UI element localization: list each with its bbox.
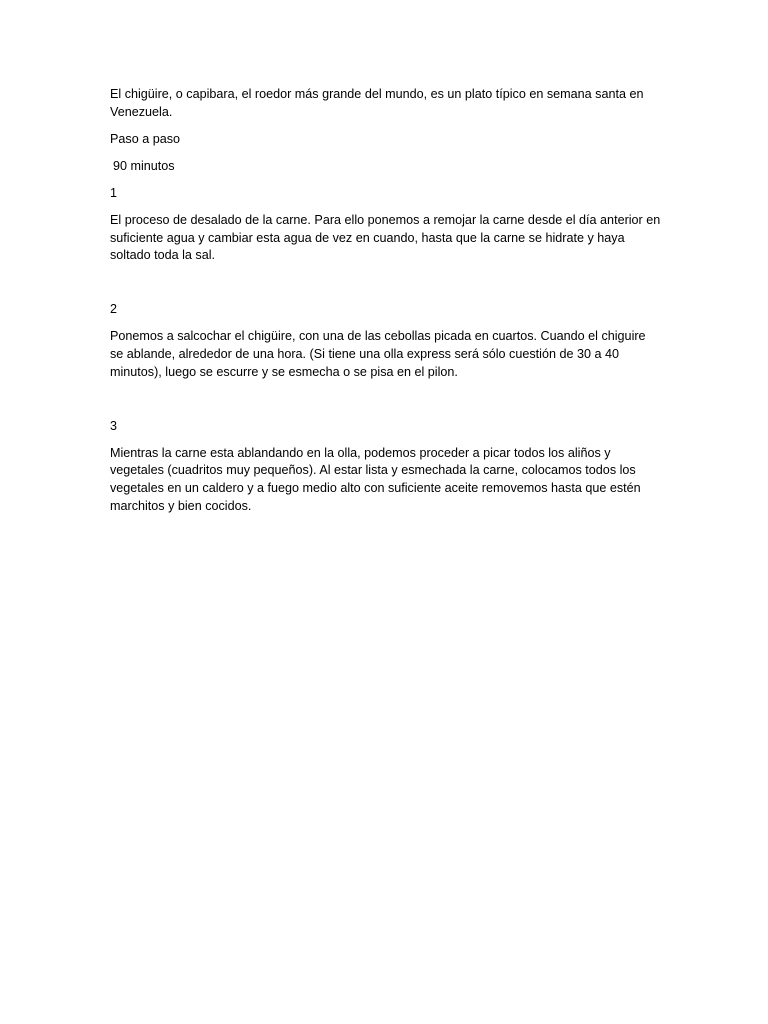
duration-text: 90 minutos <box>113 158 175 173</box>
step-number: 2 <box>110 302 118 317</box>
steps-heading: Paso a paso <box>110 131 181 146</box>
empty-line <box>110 274 662 301</box>
intro-paragraph: El chigüire, o capibara, el roedor más grande del mundo, es un plato típico en semana santa en Venezuela. <box>110 87 644 119</box>
step-number: 3 <box>110 418 118 433</box>
step-text: Mientras la carne esta ablandando en la olla, podemos proceder a picar todos los aliños y vegetales (cuadritos muy pequeños). Al estar lista y esmechada la carne, colocamos todos los vegetales en un caldero y a fuego medio alto con suficiente aceite removemos hasta que estén marchitos y bien cocidos. <box>110 445 641 513</box>
step-text: El proceso de desalado de la carne. Para ello ponemos a remojar la carne desde el día anterior en suficiente agua y cambiar esta agua de vez en cuando, hasta que la carne se hidrate y haya soltado toda la sal. <box>110 212 661 263</box>
document-page <box>110 86 662 525</box>
step-number: 1 <box>110 185 118 200</box>
step-text: Ponemos a salcochar el chigüire, con una de las cebollas picada en cuartos. Cuando el chiguire se ablande, alrededor de una hora. (Si tiene una olla express será sólo cuestión de 30 a 40 minutos), luego se escurre y se esmecha o se pisa en el pilon. <box>110 329 646 379</box>
empty-line <box>110 391 662 418</box>
